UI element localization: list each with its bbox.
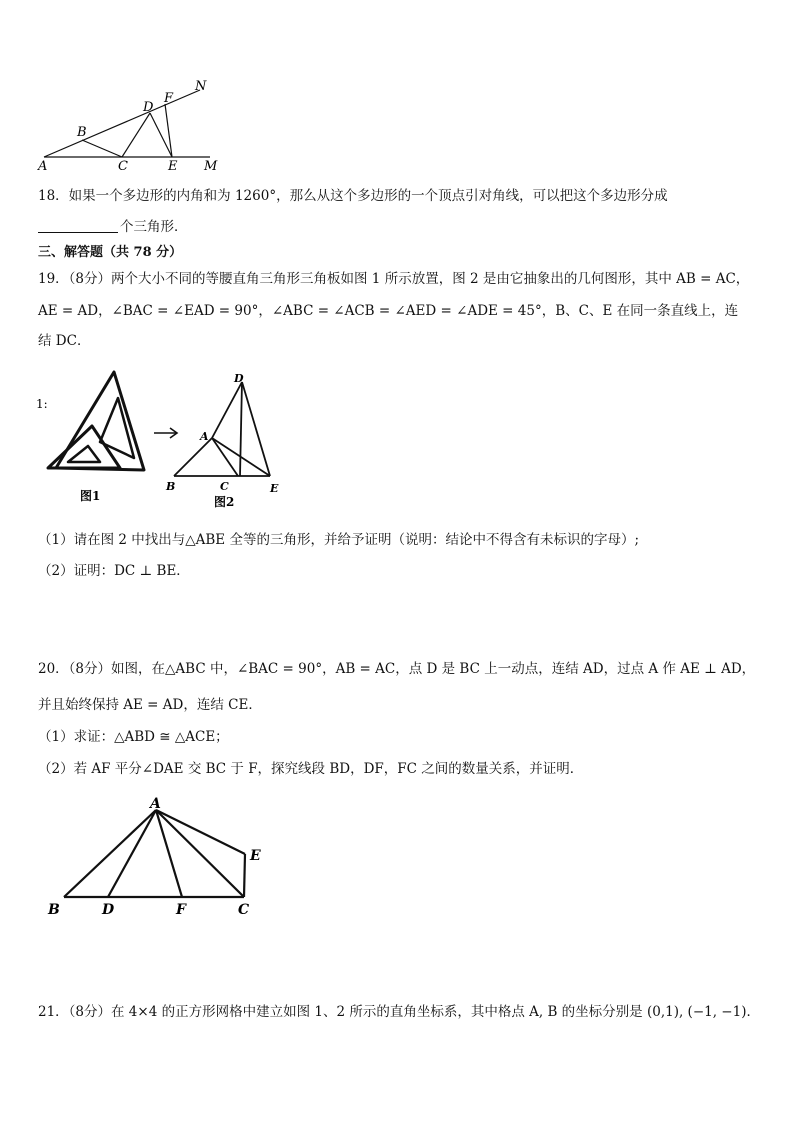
fig-top-label-b: B (77, 125, 87, 140)
svg-text:1:: 1: (36, 397, 48, 411)
figure-top-rays (30, 76, 230, 176)
q19-line1: 19．（8分）两个大小不同的等腰直角三角形三角板如图 1 所示放置，图 2 是由它抽象出的几何图形，其中 AB = AC， (38, 271, 750, 287)
q19-fig2-caption: 图2 (214, 495, 235, 509)
q20-sub1: （1）求证：△ABD ≅ △ACE； (38, 729, 229, 745)
q19-fig2-label-b: B (166, 480, 176, 493)
q20-label-f: F (176, 902, 186, 918)
q18-line2 (38, 217, 188, 237)
fig-top-label-n: N (195, 79, 207, 94)
section-3-title: 三、解答题（共 78 分） (38, 245, 183, 260)
q19-fig2-label-d: D (234, 372, 244, 385)
q19-figure-2 (160, 366, 290, 514)
q18-line1: 18．如果一个多边形的内角和为 1260°，那么从这个多边形的一个顶点引对角线，可以把这个多边形分成 (38, 188, 668, 204)
q19-sub1: （1）请在图 2 中找出与△ABE 全等的三角形，并给予证明（说明：结论中不得含有未标识的字母）; (38, 532, 640, 548)
q19-fig2-label-c: C (220, 480, 229, 493)
q20-label-d: D (102, 902, 115, 918)
q20-sub2: （2）若 AF 平分∠DAE 交 BC 于 F，探究线段 BD，DF，FC 之间的数量关系，并证明． (38, 761, 584, 777)
q18-answer-blank[interactable] (38, 218, 118, 233)
q19-fig1-caption: 图1 (80, 489, 101, 503)
q21-line1: 21．（8分）在 4×4 的正方形网格中建立如图 1、2 所示的直角坐标系，其中格点 A, B 的坐标分别是 (0,1), (−1, −1)． (38, 1004, 760, 1020)
fig-top-label-e: E (168, 159, 178, 174)
q19-figure-1 (36, 366, 156, 506)
q20-label-a: A (150, 796, 161, 812)
fig-top-label-d: D (143, 100, 154, 115)
q20-line1: 20．（8分）如图，在△ABC 中，∠BAC = 90°，AB = AC，点 D 是 BC 上一动点，连结 AD，过点 A 作 AE ⊥ AD， (38, 661, 756, 677)
fig-top-label-f: F (164, 91, 174, 106)
q19-fig2-label-a: A (200, 430, 209, 443)
q19-fig2-label-e: E (270, 482, 279, 495)
q19-sub2: （2）证明：DC ⊥ BE． (38, 563, 190, 579)
q18-line2-suffix: 个三角形． (120, 219, 188, 235)
q19-line2: AE = AD，∠BAC = ∠EAD = 90°，∠ABC = ∠ACB = ∠AED = ∠ADE = 45°，B、C、E 在同一条直线上，连 (38, 303, 739, 319)
q20-label-e: E (250, 848, 261, 864)
q19-line3: 结 DC． (38, 333, 91, 349)
q20-label-c: C (238, 902, 250, 918)
q20-figure (40, 788, 280, 923)
fig-top-label-c: C (118, 159, 128, 174)
fig-top-label-a: A (38, 159, 48, 174)
q20-label-b: B (48, 902, 60, 918)
q20-line2: 并且始终保持 AE = AD，连结 CE． (38, 697, 262, 713)
fig-top-label-m: M (204, 159, 218, 174)
